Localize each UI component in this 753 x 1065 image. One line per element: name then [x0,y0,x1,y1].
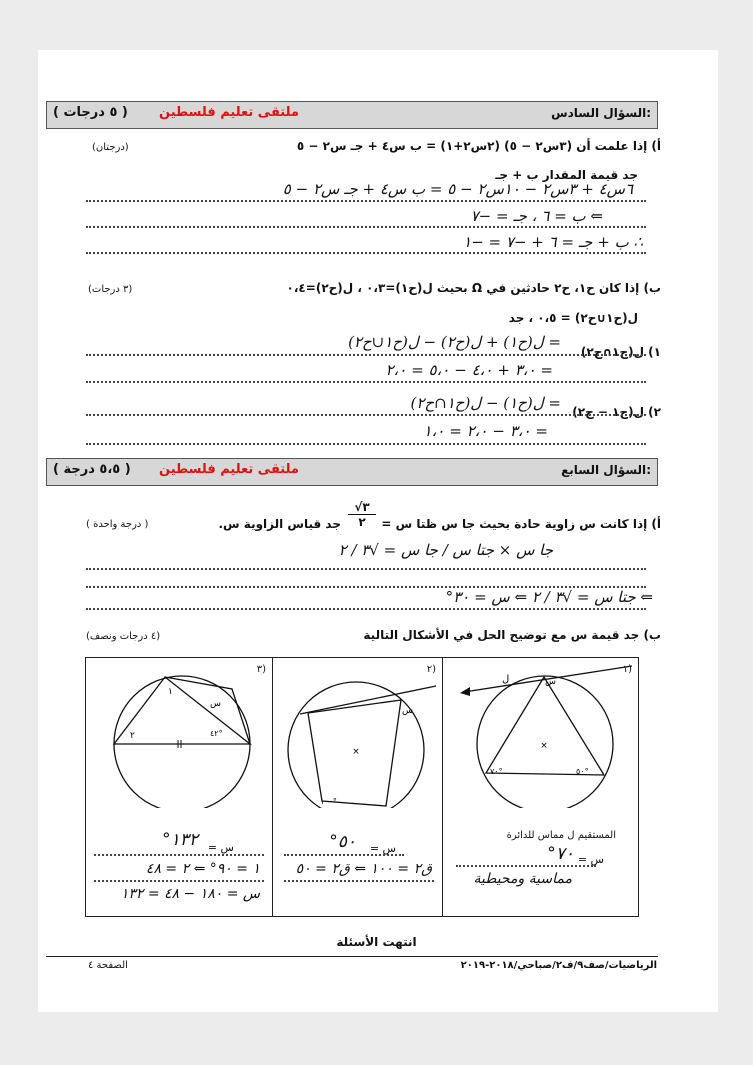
question-7-header [46,458,658,486]
figure-1-box [441,657,639,917]
figure-1-diagram [442,658,638,808]
figure-3-work2: س = ١٨٠ − ٤٨ = ١٣٢ [120,886,260,902]
q6b-part1-label: ١) ل(ح١∩ح٢) [580,345,661,359]
figure-2-angle-100: ١٠٠° [320,797,337,806]
figure-2-angle-x: س [402,706,413,716]
fraction-numerator: √٣ [348,500,376,515]
q6a-text: أ) إذا علمت أن (٣س٢ − ٥) (٢س٢+١) = ب س٤ + جـ س٢ − ٥ [296,139,661,153]
figure-3-label-1: ١ [168,687,173,697]
q6b-part2-work1: = ل(ح١) − ل(ح١∩ح٢) [410,394,561,412]
q7a-text: أ) إذا كانت س زاوية حادة بحيث جا س ظتا س = [381,517,661,531]
answer-line [86,226,646,228]
site-watermark: ملتقى تعليم فلسطين [159,462,299,477]
q6b-part1-work1: = ل(ح١) + ل(ح٢) − ل(ح١∪ح٢) [348,333,561,351]
q7b-marks: (٤ درجات ونصف) [86,631,161,642]
footer-page-number: الصفحة ٤ [88,960,128,971]
figure-2-number: ٢) [426,664,436,675]
q7a-fraction [348,500,376,529]
answer-line [284,854,404,856]
figure-2-diagram [272,658,442,808]
answer-line [86,608,646,610]
q7a-marks: ( درجة واحدة ) [86,519,149,530]
question-6-marks: ( ٥ درجات ) [53,105,128,120]
answer-line [86,354,646,356]
q6b-part1-work2: = ٣،٠ + ٤،٠ − ٥،٠ = ٢،٠ [385,361,553,379]
figure-2-answer-label: س = [369,842,396,855]
footer-course-info: الرياضيات/صف٩/ف٢/صباحي/٢٠١٨-٢٠١٩ [460,960,657,971]
q7a-answer-line1: جا س × جتا س / جا س = √٣ / ٢ [338,541,553,559]
figure-3-answer: ١٣٢° [162,830,198,850]
answer-line [284,880,434,882]
q6b-marks: (٣ درجات) [88,284,133,295]
q6a-marks: (درجتان) [92,142,129,153]
q6a-answer-line2: ⇐ ب = ٦ ، جـ = −٧ [470,207,603,225]
answer-line [86,443,646,445]
figure-3-label-2: ٢ [130,731,135,741]
q6b-part2-label: ٢) ل(ح١ − ح٢) [572,405,661,419]
question-7-marks: ( ٥،٥ درجة ) [53,462,131,477]
question-6-header [46,101,658,129]
answer-line [86,381,646,383]
figure-2-answer: ٥٠° [329,832,356,852]
q6b-text: ب) إذا كان ح١، ح٢ حادثين في Ω بحيث ل(ح١)=٠،٣ ، ل(ح٢)=٠،٤ [286,281,661,295]
q7a-answer-line2: ⇐ جتا س = √٣ / ٢ ⇐ س = ٣٠° [445,588,653,606]
figure-3-answer-label: س = [207,841,234,854]
figure-1-angle-50: ٥٠° [576,767,589,776]
q6a-ask: جد قيمة المقدار ب + جـ [495,168,638,182]
end-of-questions: انتهت الأسئلة [336,935,417,949]
figure-2-center-mark: × [352,747,360,757]
answer-line [86,568,646,570]
figure-1-tangent-label: ل [502,674,510,685]
figure-3-angle-42: ٤٢° [210,729,223,738]
figure-3-work1: ١ = ٩٠° ⇐ ٢ = ٤٨ [145,861,260,877]
figure-1-caption: المستقيم ل مماس للدائرة [506,830,616,841]
q7b-text: ب) جد قيمة س مع توضيح الحل في الأشكال التالية [363,628,661,642]
figure-1-center-mark: × [540,741,548,751]
figure-2-box [271,657,443,917]
question-6-title: السؤال السادس: [551,106,651,120]
figure-1-angle-70: ٧٠° [490,767,503,776]
figure-2-work: ق٢ = ١٠٠ ⇐ ق٢ = ٥٠ [295,861,432,877]
q6a-answer-line1: ٦س٤ + ٣س٢ − ١٠س٢ − ٥ = ب س٤ + جـ س٢ − ٥ [282,180,633,198]
answer-line [94,854,264,856]
q6b-text2: ل(ح١∪ح٢) = ٠،٥ ، جد [508,311,638,325]
answer-line [86,200,646,202]
answer-line [456,865,596,867]
figure-1-answer-label: س = [577,853,604,866]
q7a-ask: جد قياس الزاوية س. [218,517,341,531]
answer-line [94,880,264,882]
figure-3-diagram [86,658,272,808]
fraction-denominator: ٢ [358,515,366,529]
footer-rule [46,956,658,957]
answer-line [86,414,646,416]
question-7-title: السؤال السابع: [561,463,651,477]
figure-1-number: ١) [622,664,632,675]
answer-line [86,252,646,254]
figure-3-angle-x: س [210,699,221,709]
figure-3-box [85,657,273,917]
q6b-part2-work2: = ٣،٠ − ٢،٠ = ١،٠ [423,422,548,440]
figure-1-answer: ٧٠° [547,844,574,864]
figure-3-number: ٣) [256,664,266,675]
q6a-answer-line3: ∴ ب + جـ = ٦ + −٧ = −١ [463,233,643,251]
site-watermark: ملتقى تعليم فلسطين [159,105,299,120]
figure-1-angle-x: س [545,677,556,687]
figure-1-note: مماسية ومحيطية [473,871,572,887]
